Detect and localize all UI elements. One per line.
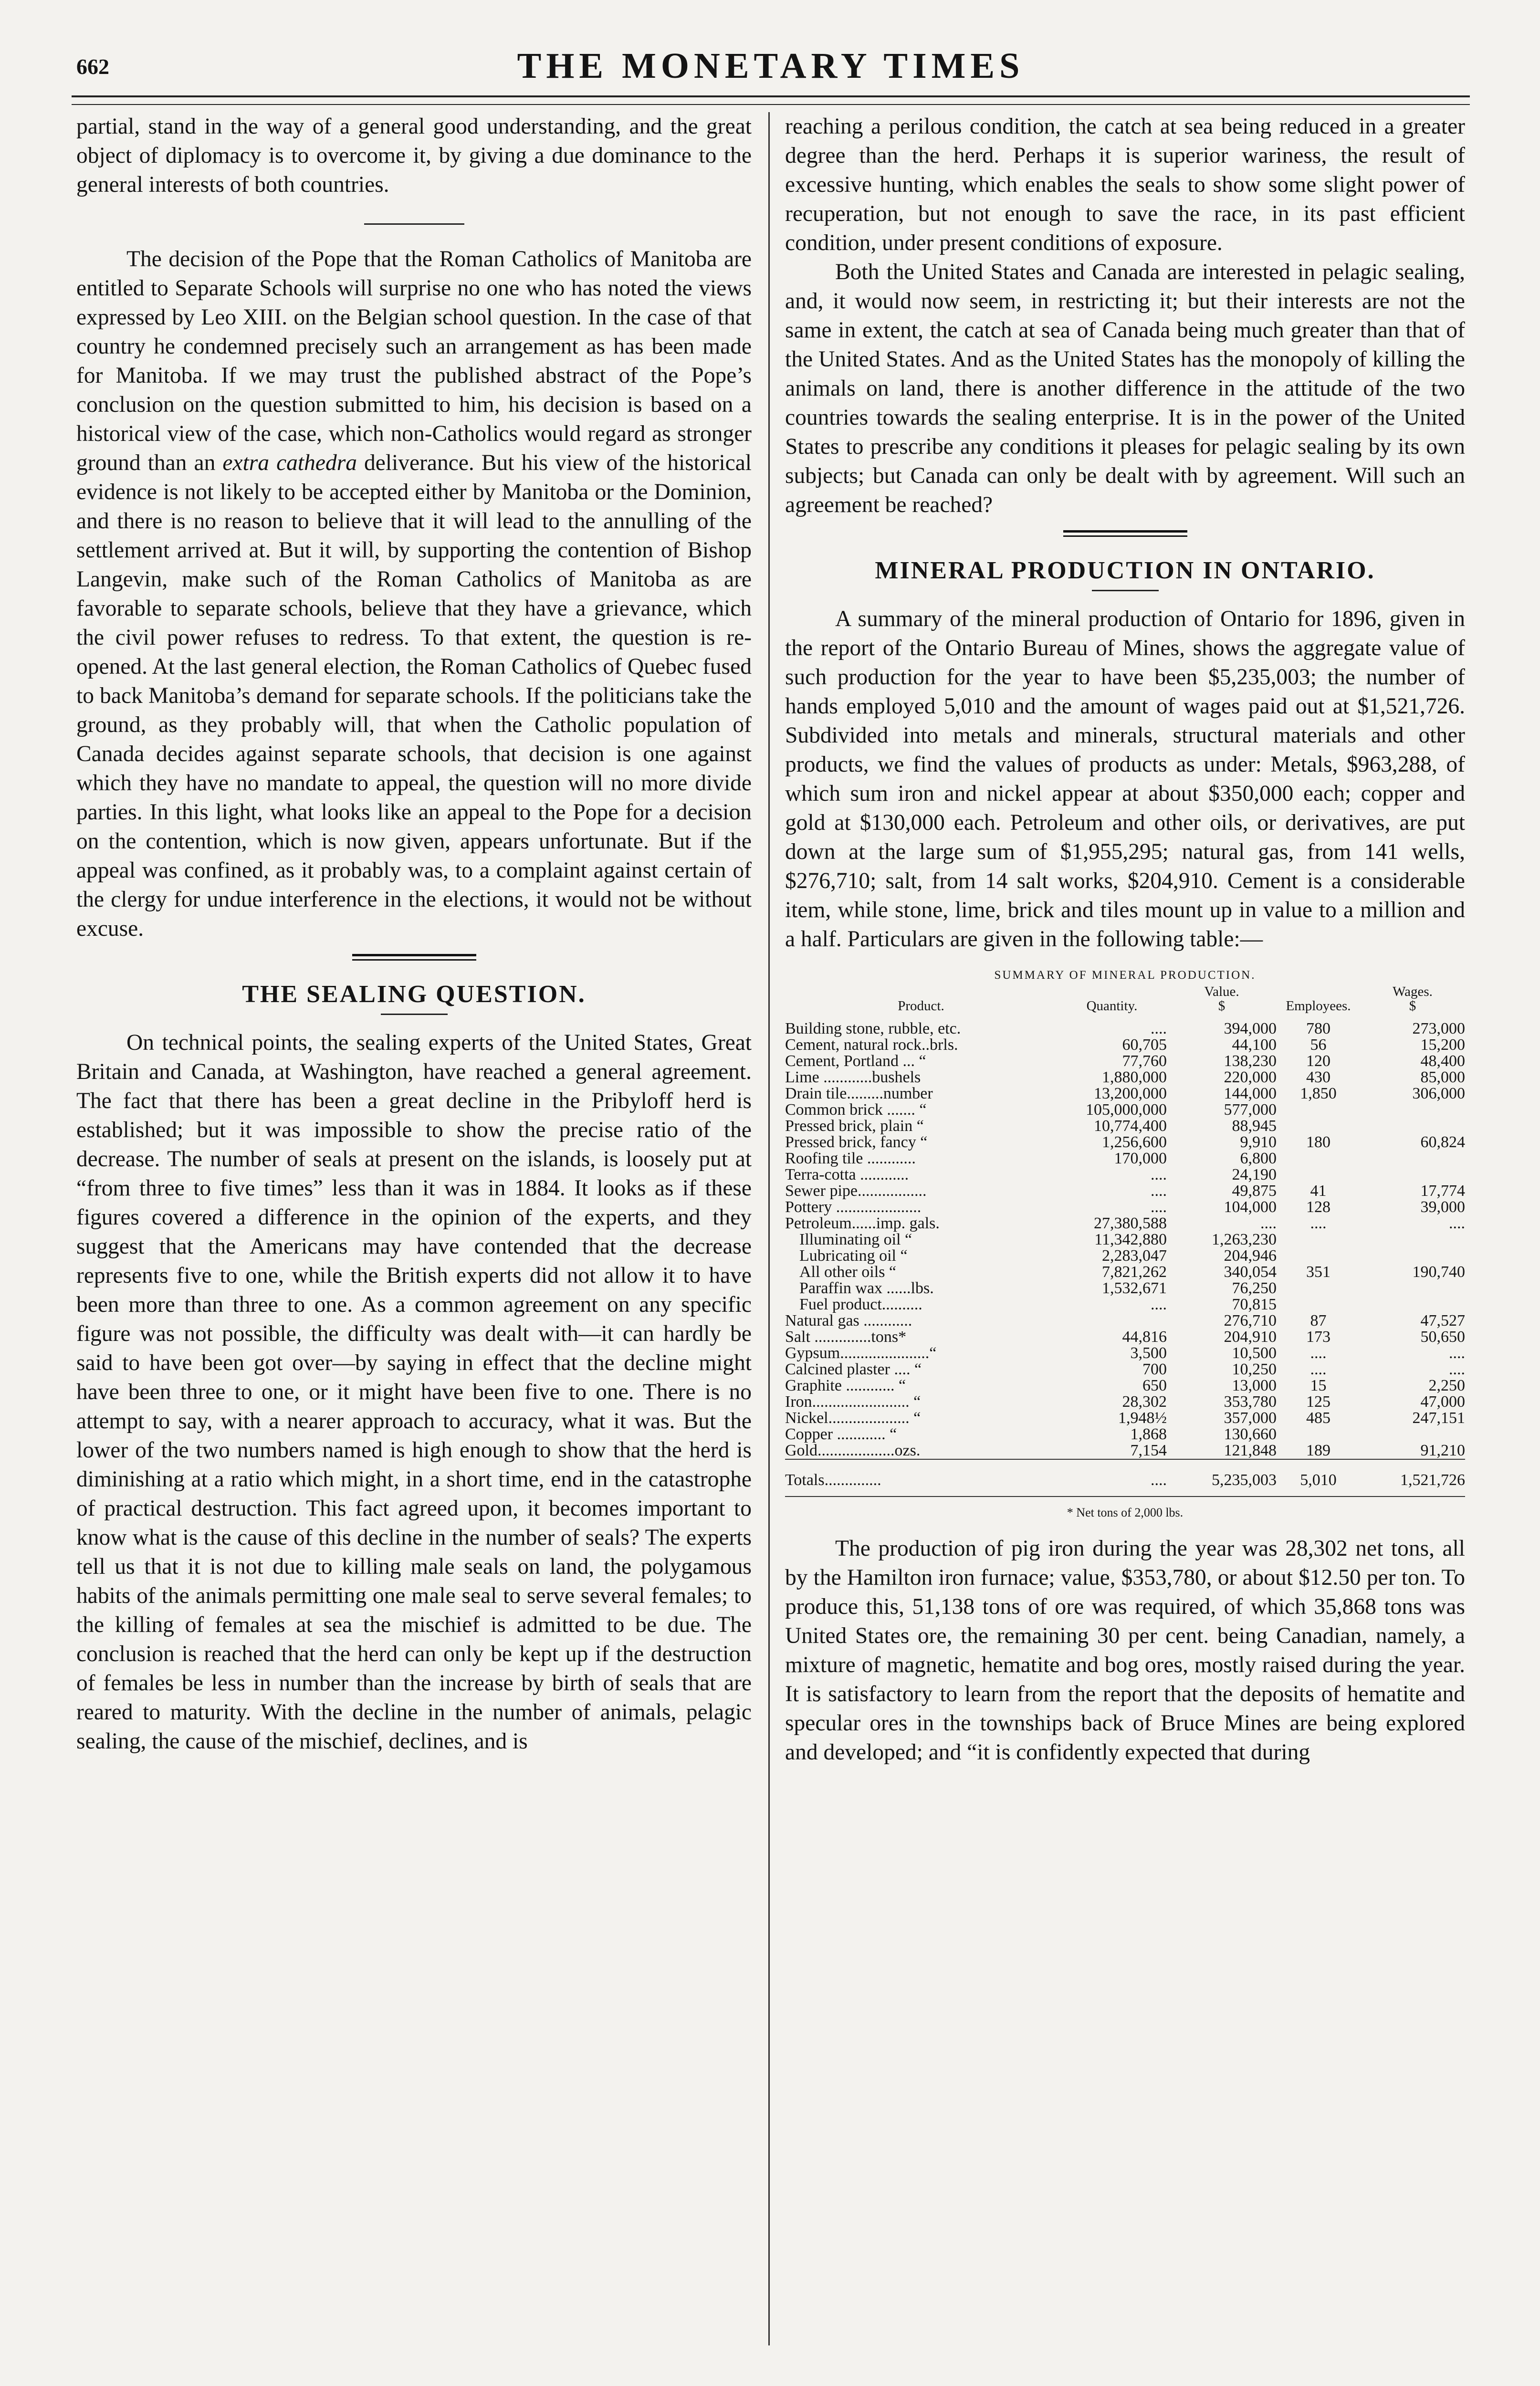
cell-quantity: .... [1151, 1198, 1167, 1216]
cell-product: Gold...................ozs. [785, 1442, 921, 1459]
cell-value: 130,660 [1224, 1425, 1277, 1443]
heading-underline [381, 1014, 448, 1015]
cell-wages: 47,527 [1420, 1312, 1465, 1329]
cell-quantity: 1,880,000 [1102, 1068, 1167, 1086]
cell-product: Roofing tile ............ [785, 1150, 916, 1167]
cell-product: Natural gas ............ [785, 1312, 912, 1329]
cell-product: Lubricating oil “ [799, 1247, 908, 1265]
table-row [785, 1118, 1465, 1134]
cell-employees: 189 [1306, 1442, 1330, 1459]
cell-employees [1277, 1426, 1360, 1443]
page-number: 662 [76, 54, 109, 79]
cell-employees [1277, 1280, 1360, 1297]
masthead-title: THE MONETARY TIMES [517, 46, 1025, 86]
cell-quantity: 10,774,400 [1094, 1117, 1167, 1135]
totals-quantity: .... [1057, 1459, 1167, 1488]
latin-phrase: extra cathedra [222, 450, 357, 475]
cell-quantity: 11,342,880 [1094, 1231, 1167, 1248]
cell-value: 88,945 [1232, 1117, 1277, 1135]
cell-quantity: 1,256,600 [1102, 1133, 1167, 1151]
table-row [785, 1345, 1465, 1361]
table-header-row [785, 984, 1465, 1021]
table-row [785, 1151, 1465, 1167]
cell-wages: 247,151 [1412, 1409, 1465, 1427]
table-totals-row [785, 1459, 1465, 1488]
cell-employees: 351 [1306, 1263, 1330, 1281]
totals-wages: 1,521,726 [1360, 1459, 1465, 1488]
cell-wages [1360, 1280, 1465, 1297]
cell-value: 76,250 [1232, 1279, 1277, 1297]
table-caption: SUMMARY OF MINERAL PRODUCTION. [994, 969, 1256, 982]
cell-product: Graphite ............ “ [785, 1377, 906, 1394]
cell-employees: 780 [1306, 1020, 1330, 1037]
cell-quantity: 1,532,671 [1102, 1279, 1167, 1297]
cell-quantity: .... [1151, 1166, 1167, 1183]
cell-quantity: 28,302 [1122, 1393, 1167, 1411]
paragraph-mineral-summary: A summary of the mineral production of Ontario for 1896, given in the report of the Ontario Bureau of Mines, shows the aggregate value of such production for the year to have been $5,235,003; the number of hands employed 5,010 and the amount of wages paid out at $1,521,726. Subdivided into metals and minerals, structural materials and other products, we find the values of products as under: Metals, $963,288, of which sum iron and nickel appear at about $350,000 each; copper and gold at $130,000 each. Petroleum and other oils, or derivatives, are put down at the large sum of $1,955,295; natural gas, from 141 wells, $276,710; salt, from 14 salt works, $204,910. Cement is a considerable item, while stone, lime, brick and tiles mount up in value to a million and a half. Particulars are given in the following table:— [785, 607, 1465, 952]
paragraph-sealing: On technical points, the sealing experts of the United States, Great Britain and Canada, at Washington, have reached a general agreement. The fact that there has been a great decline in the Pribyloff herd is established; but it was impossible to show the precise ratio of the decrease. The number of seals at present on the islands, is loosely put at “from three to five times” less than it was in 1884. It looks as if these figures covered a difference in the opinion of the experts, and they suggest that the Americans may have contended that the decrease represents five to one, while the British experts did not allow it to have been more than three to one. As a common agreement on any specific figure was not possible, the difficulty was dealt with—it can hardly be said to have been got over—by saying in effect that the decline might have been three to one, or it might have been five to one. There is no attempt to say, with a nearer approach to accuracy, what it was. But the lower of the two numbers named is high enough to show that the herd is diminishing at a ratio which might, in a short time, end in the catastrophe of practical destruction. This fact agreed upon, it becomes important to know what is the cause of this decline in the number of seals? The experts tell us that it is not due to killing male seals on land, the polygamous habits of the animals permitting one male seal to serve several females; to the killing of females at sea the mischief is admitted to be due. The conclusion is reached that the herd can only be kept up if the destruction of females be less in number than the increase by birth of seals that are reared to maturity. With the decline in the number of animals, pelagic sealing, the cause of the mischief, declines, and is [76, 1030, 752, 1754]
cell-employees: .... [1310, 1344, 1327, 1362]
cell-quantity: 1,868 [1130, 1425, 1167, 1443]
cell-value: 6,800 [1240, 1150, 1277, 1167]
table-row [785, 1329, 1465, 1345]
cell-quantity [1057, 1313, 1167, 1329]
cell-value: 204,946 [1224, 1247, 1277, 1265]
paragraph-pig-iron: The production of pig iron during the year was 28,302 net tons, all by the Hamilton iron furnace; value, $353,780, or about $12.50 per ton. To produce this, 51,138 tons of ore was required, of which 35,868 tons was United States ore, the remaining 30 per cent. being Canadian, namely, a mixture of magnetic, hematite and bog ores, mostly raised during the year. It is satisfactory to learn from the report that the deposits of hematite and specular ores in the townships back of Bruce Mines are being explored and developed; and “it is confidently expected that during [785, 1536, 1465, 1765]
table-row [785, 1361, 1465, 1378]
cell-employees: 430 [1306, 1068, 1330, 1086]
header-rule [72, 95, 1470, 105]
cell-employees: 120 [1306, 1052, 1330, 1070]
table-row [785, 1426, 1465, 1443]
cell-product: Sewer pipe................. [785, 1182, 927, 1200]
heading-underline [1092, 590, 1159, 591]
table-row [785, 1134, 1465, 1151]
cell-product: Drain tile.........number [785, 1085, 933, 1102]
cell-quantity: 700 [1142, 1360, 1167, 1378]
table-row [785, 1102, 1465, 1118]
cell-wages [1360, 1297, 1465, 1313]
cell-value: .... [1260, 1214, 1277, 1232]
table-row [785, 1183, 1465, 1199]
mineral-production-table [785, 984, 1465, 1488]
cell-product: Illuminating oil “ [799, 1231, 912, 1248]
totals-label: Totals.............. [785, 1459, 1057, 1488]
cell-quantity: .... [1151, 1020, 1167, 1037]
table-row [785, 1280, 1465, 1297]
cell-wages [1360, 1167, 1465, 1183]
cell-product: Paraffin wax ......lbs. [799, 1279, 934, 1297]
cell-quantity: .... [1151, 1182, 1167, 1200]
table-row [785, 1069, 1465, 1086]
totals-employees: 5,010 [1277, 1459, 1360, 1488]
cell-employees [1277, 1248, 1360, 1264]
cell-wages [1360, 1232, 1465, 1248]
cell-product: Salt ..............tons* [785, 1328, 907, 1346]
cell-wages: .... [1449, 1360, 1465, 1378]
table-row [785, 1264, 1465, 1280]
cell-wages: 39,000 [1420, 1198, 1465, 1216]
cell-value: 10,500 [1232, 1344, 1277, 1362]
cell-product: Pressed brick, plain “ [785, 1117, 924, 1135]
cell-value: 577,000 [1224, 1101, 1277, 1119]
cell-employees: 128 [1306, 1198, 1330, 1216]
cell-value: 121,848 [1224, 1442, 1277, 1459]
cell-product: All other oils “ [799, 1263, 897, 1281]
section-divider [364, 223, 464, 225]
cell-product: Nickel.................... “ [785, 1409, 921, 1427]
paragraph-pope-text-a: The decision of the Pope that the Roman Catholics of Manitoba are entitled to Separate Schools will surprise no one who has noted the views expressed by Leo XIII. on the Belgian school question. In the case of that country he condemned precisely such an arrangement as has been made for Manitoba. If we may trust the published abstract of the Pope’s conclusion on the question submitted to him, his decision is based on a historical view of the case, which non-Catholics would regard as stronger ground than an [76, 247, 752, 475]
cell-quantity: 3,500 [1130, 1344, 1167, 1362]
cell-quantity: 44,816 [1122, 1328, 1167, 1346]
cell-value: 357,000 [1224, 1409, 1277, 1427]
cell-value: 1,263,230 [1212, 1231, 1277, 1248]
cell-employees: .... [1310, 1214, 1327, 1232]
cell-wages: 48,400 [1420, 1052, 1465, 1070]
cell-value: 104,000 [1224, 1198, 1277, 1216]
cell-employees: 41 [1310, 1182, 1327, 1200]
cell-wages: 2,250 [1428, 1377, 1465, 1394]
cell-employees [1277, 1297, 1360, 1313]
cell-wages: .... [1449, 1214, 1465, 1232]
table-row [785, 1248, 1465, 1264]
cell-quantity: 27,380,588 [1094, 1214, 1167, 1232]
cell-product: Gypsum......................“ [785, 1344, 937, 1362]
cell-quantity: 170,000 [1114, 1150, 1167, 1167]
cell-value: 340,054 [1224, 1263, 1277, 1281]
heavy-divider [1063, 530, 1187, 537]
paragraph-pope-text-b: deliverance. But his view of the historical evidence is not likely to be accepted either by Manitoba or the Dominion, and there is no reason to believe that it will lead to the annulling of the settlement arrived at. But it will, by supporting the contention of Bishop Langevin, make such of the Roman Catholics of Manitoba as are favorable to separate schools, believe that they have a grievance, which the civil power refuses to redress. To that extent, the question is re-opened. At the last general election, the Roman Catholics of Quebec fused to back Manitoba’s demand for separate schools. If the politicians take the ground, as they probably will, that when the Catholic population of Canada decides against separate schools, that decision is one against which they have no mandate to appeal, the question will no more divide parties. In this light, what looks like an appeal to the Pope for a decision on the contention, which is now given, appears unfortunate. But if the appeal was confined, as it probably was, to a complaint against certain of the clergy for undue interference in the elections, it would not be without excuse. [76, 450, 752, 941]
cell-value: 353,780 [1224, 1393, 1277, 1411]
cell-quantity: 650 [1142, 1377, 1167, 1394]
cell-wages [1360, 1118, 1465, 1134]
header-wages: Wages. $ [1393, 984, 1433, 1014]
cell-product: Calcined plaster .... “ [785, 1360, 922, 1378]
cell-product: Cement, Portland ... “ [785, 1052, 926, 1070]
cell-product: Pottery ..................... [785, 1198, 922, 1216]
table-row [785, 1410, 1465, 1426]
cell-employees: 15 [1310, 1377, 1327, 1394]
cell-quantity: 105,000,000 [1086, 1101, 1167, 1119]
header-value: Value. $ [1204, 984, 1239, 1014]
cell-quantity: 7,154 [1130, 1442, 1167, 1459]
cell-product: Petroleum......imp. gals. [785, 1214, 940, 1232]
cell-product: Fuel product.......... [799, 1296, 922, 1313]
table-row [785, 1297, 1465, 1313]
cell-quantity: 2,283,047 [1102, 1247, 1167, 1265]
cell-product: Building stone, rubble, etc. [785, 1020, 961, 1037]
cell-value: 49,875 [1232, 1182, 1277, 1200]
cell-wages: .... [1449, 1344, 1465, 1362]
cell-wages: 15,200 [1420, 1036, 1465, 1054]
cell-product: Pressed brick, fancy “ [785, 1133, 928, 1151]
cell-value: 10,250 [1232, 1360, 1277, 1378]
header-product: Product. [898, 998, 944, 1014]
cell-employees: 125 [1306, 1393, 1330, 1411]
paragraph-both-countries: Both the United States and Canada are interested in pelagic sealing, and, it would now seem, in restricting it; but their interests are not the same in extent, the catch at sea of Canada being much greater than that of the United States. And as the United States has the monopoly of killing the animals on land, there is another difference in the attitude of the two countries towards the sealing enterprise. It is in the power of the United States to prescribe any conditions it pleases for pelagic sealing by its own subjects; but Canada can only be dealt with by agreement. Will such an agreement be reached? [785, 260, 1465, 517]
cell-wages: 17,774 [1420, 1182, 1465, 1200]
paragraph-diplomacy: partial, stand in the way of a general good understanding, and the great object of diplomacy is to overcome it, by giving a due dominance to the general interests of both countries. [76, 114, 752, 197]
cell-employees [1277, 1167, 1360, 1183]
newspaper-page [72, 45, 1470, 2365]
cell-wages: 85,000 [1420, 1068, 1465, 1086]
cell-product: Terra-cotta ............ [785, 1166, 909, 1183]
cell-wages [1360, 1151, 1465, 1167]
cell-wages [1360, 1426, 1465, 1443]
cell-value: 276,710 [1224, 1312, 1277, 1329]
cell-value: 394,000 [1224, 1020, 1277, 1037]
cell-quantity: 60,705 [1122, 1036, 1167, 1054]
cell-employees [1277, 1102, 1360, 1118]
table-bottom-rule [785, 1496, 1465, 1497]
cell-employees: 56 [1310, 1036, 1327, 1054]
cell-wages: 47,000 [1420, 1393, 1465, 1411]
cell-quantity: 13,200,000 [1094, 1085, 1167, 1102]
table-body [785, 1021, 1465, 1488]
paragraph-sealing-continued: reaching a perilous condition, the catch at sea being reduced in a greater degree than the herd. Perhaps it is superior wariness, the result of excessive hunting, which enables the seals to show some slight power of recuperation, but not enough to save the race, in its past efficient condition, under present conditions of exposure. [785, 114, 1465, 255]
cell-employees: .... [1310, 1360, 1327, 1378]
cell-value: 220,000 [1224, 1068, 1277, 1086]
table-row [785, 1313, 1465, 1329]
article-columns [72, 112, 1470, 2365]
cell-employees [1277, 1118, 1360, 1134]
cell-value: 24,190 [1232, 1166, 1277, 1183]
cell-employees: 180 [1306, 1133, 1330, 1151]
cell-wages: 190,740 [1412, 1263, 1465, 1281]
cell-value: 204,910 [1224, 1328, 1277, 1346]
cell-wages [1360, 1248, 1465, 1264]
cell-employees: 1,850 [1300, 1085, 1337, 1102]
table-row [785, 1053, 1465, 1069]
paragraph-pope-decision [76, 245, 752, 943]
cell-wages: 60,824 [1420, 1133, 1465, 1151]
cell-employees: 173 [1306, 1328, 1330, 1346]
cell-employees: 485 [1306, 1409, 1330, 1427]
table-row [785, 1199, 1465, 1215]
cell-product: Common brick ....... “ [785, 1101, 927, 1119]
cell-wages [1360, 1102, 1465, 1118]
table-row [785, 1378, 1465, 1394]
running-header [72, 45, 1470, 103]
cell-wages: 273,000 [1412, 1020, 1465, 1037]
cell-value: 44,100 [1232, 1036, 1277, 1054]
table-row [785, 1215, 1465, 1232]
cell-value: 9,910 [1240, 1133, 1277, 1151]
table-row [785, 1443, 1465, 1459]
header-quantity: Quantity. [1086, 998, 1138, 1014]
header-employees: Employees. [1286, 998, 1351, 1014]
table-row [785, 1086, 1465, 1102]
cell-quantity: .... [1151, 1296, 1167, 1313]
cell-value: 138,230 [1224, 1052, 1277, 1070]
cell-wages: 50,650 [1420, 1328, 1465, 1346]
table-row [785, 1021, 1465, 1037]
mineral-heading: MINERAL PRODUCTION IN ONTARIO. [875, 557, 1375, 584]
cell-quantity: 7,821,262 [1102, 1263, 1167, 1281]
right-column [785, 112, 1465, 2365]
cell-quantity: 77,760 [1122, 1052, 1167, 1070]
cell-wages: 306,000 [1412, 1085, 1465, 1102]
table-row [785, 1394, 1465, 1410]
table-row [785, 1232, 1465, 1248]
sealing-heading: THE SEALING QUESTION. [242, 981, 586, 1008]
cell-employees: 87 [1310, 1312, 1327, 1329]
table-row [785, 1037, 1465, 1053]
cell-product: Iron........................ “ [785, 1393, 921, 1411]
totals-value: 5,235,003 [1167, 1459, 1277, 1488]
column-divider [768, 112, 770, 2345]
cell-product: Cement, natural rock..brls. [785, 1036, 958, 1054]
left-column [76, 112, 752, 2365]
cell-quantity: 1,948½ [1118, 1409, 1167, 1427]
cell-value: 13,000 [1232, 1377, 1277, 1394]
cell-value: 70,815 [1232, 1296, 1277, 1313]
cell-employees [1277, 1232, 1360, 1248]
cell-product: Lime ............bushels [785, 1068, 921, 1086]
cell-wages: 91,210 [1420, 1442, 1465, 1459]
heavy-divider [352, 954, 476, 961]
table-row [785, 1167, 1465, 1183]
cell-value: 144,000 [1224, 1085, 1277, 1102]
cell-employees [1277, 1151, 1360, 1167]
table-footnote: * Net tons of 2,000 lbs. [1067, 1506, 1184, 1519]
cell-product: Copper ............ “ [785, 1425, 897, 1443]
